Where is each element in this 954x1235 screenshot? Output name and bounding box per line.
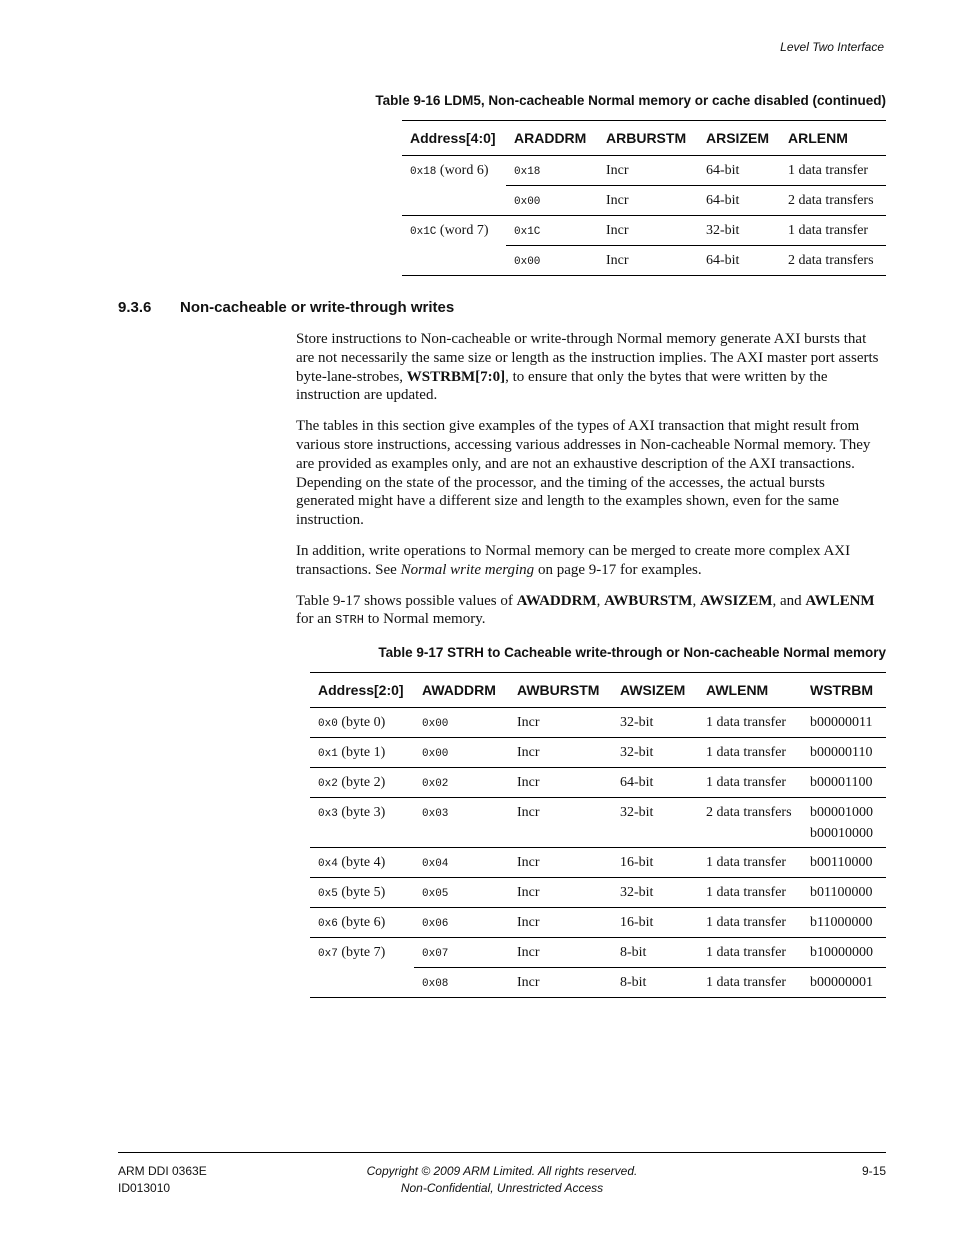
- running-head: Level Two Interface: [780, 40, 884, 54]
- copyright-text: Copyright © 2009 ARM Limited. All rights reserved.: [366, 1164, 638, 1178]
- burst-cell: Incr: [598, 216, 698, 246]
- size-cell: 64-bit: [698, 156, 780, 186]
- section-title: Non-cacheable or write-through writes: [180, 299, 455, 316]
- column-header: Address[2:0]: [310, 673, 414, 708]
- strb-cell: b00000011: [802, 708, 886, 738]
- table-row: [310, 708, 886, 738]
- strb-cell: b10000000: [802, 938, 886, 968]
- table-row: [402, 246, 886, 276]
- column-header: ARADDRM: [506, 121, 598, 156]
- document-number: ARM DDI 0363E: [118, 1164, 207, 1178]
- table-row: [310, 938, 886, 968]
- addrm-cell: 0x18: [506, 156, 598, 186]
- size-cell: 64-bit: [612, 768, 698, 798]
- table-row: [310, 768, 886, 798]
- table-row: [402, 186, 886, 216]
- addrm-cell: 0x1C: [506, 216, 598, 246]
- size-cell: 64-bit: [698, 186, 780, 216]
- burst-cell: Incr: [598, 246, 698, 276]
- address-cell: [310, 968, 414, 998]
- size-cell: 16-bit: [612, 848, 698, 878]
- table-9-16: [402, 120, 886, 276]
- burst-cell: Incr: [509, 768, 612, 798]
- address-cell: 0x2 (byte 2): [310, 768, 414, 798]
- strb-cell: b00001100: [802, 768, 886, 798]
- address-cell: 0x7 (byte 7): [318, 945, 386, 960]
- len-cell: 1 data transfer: [698, 938, 802, 968]
- burst-cell: Incr: [509, 848, 612, 878]
- len-cell: 1 data transfer: [780, 156, 886, 186]
- addrm-cell: 0x05: [414, 878, 509, 908]
- size-cell: 8-bit: [612, 968, 698, 998]
- burst-cell: Incr: [509, 878, 612, 908]
- column-header: ARBURSTM: [598, 121, 698, 156]
- document-id: ID013010: [118, 1181, 171, 1195]
- table-row: [310, 908, 886, 938]
- table-row: [402, 216, 886, 246]
- len-cell: 2 data transfers: [780, 186, 886, 216]
- table-9-16-caption: Table 9-16 LDM5, Non-cacheable Normal memory or cache disabled (continued): [375, 93, 886, 108]
- paragraph: Store instructions to Non-cacheable or write-through Normal memory generate AXI bursts that are not necessarily the same size or length as the instruction implies. The AXI master port asserts byte-lane-strobes, WSTRBM[7:0], to ensure that only the bytes that were written by the instruction are updated.: [296, 331, 879, 404]
- addrm-cell: 0x00: [506, 246, 598, 276]
- burst-cell: Incr: [598, 156, 698, 186]
- size-cell: 32-bit: [612, 798, 698, 848]
- strb-cell: b00110000: [802, 848, 886, 878]
- address-cell: 0x3 (byte 3): [310, 798, 414, 848]
- table-row: [310, 878, 886, 908]
- section-number: 9.3.6: [118, 299, 152, 316]
- column-header: AWBURSTM: [509, 673, 612, 708]
- column-header: ARSIZEM: [698, 121, 780, 156]
- burst-cell: Incr: [509, 968, 612, 998]
- body-text: [296, 330, 886, 642]
- burst-cell: Incr: [509, 798, 612, 848]
- table-row: [310, 738, 886, 768]
- address-cell: 0x6 (byte 6): [310, 908, 414, 938]
- strb-cell: b00000110: [802, 738, 886, 768]
- addrm-cell: 0x04: [414, 848, 509, 878]
- address-cell: 0x1C (word 7): [410, 223, 489, 238]
- footer-copyright: [0, 1163, 954, 1197]
- addrm-cell: 0x08: [414, 968, 509, 998]
- strb-cell: b11000000: [802, 908, 886, 938]
- paragraph: Table 9-17 shows possible values of AWADDRM, AWBURSTM, AWSIZEM, and AWLENM for an STRH to Normal memory.: [296, 592, 875, 628]
- size-cell: 16-bit: [612, 908, 698, 938]
- size-cell: 8-bit: [612, 938, 698, 968]
- strb-cell: b00000001: [802, 968, 886, 998]
- strb-value: b00001000: [810, 805, 873, 820]
- address-cell: 0x18 (word 6): [410, 163, 489, 178]
- len-cell: 1 data transfer: [698, 848, 802, 878]
- table-9-17-caption: Table 9-17 STRH to Cacheable write-through or Non-cacheable Normal memory: [378, 645, 886, 660]
- footer-divider: [118, 1152, 886, 1153]
- cross-reference-link[interactable]: Normal write merging: [400, 561, 535, 578]
- burst-cell: Incr: [598, 186, 698, 216]
- len-cell: 2 data transfers: [698, 798, 802, 848]
- signal-name: WSTRBM[7:0]: [406, 368, 506, 385]
- addrm-cell: 0x02: [414, 768, 509, 798]
- paragraph: The tables in this section give examples of the types of AXI transaction that might result from various store instructions, accessing various addresses in Non-cacheable Normal memory. They are provided as examples only, and are not an exhaustive description of the AXI transactions. Depending on the state of the processor, and the timing of the accesses, the actual bursts generated might have a different size and length to the examples shown, even for the same instruction.: [296, 418, 871, 529]
- page-number: 9-15: [861, 1164, 886, 1178]
- strb-cell: b01100000: [802, 878, 886, 908]
- addrm-cell: 0x06: [414, 908, 509, 938]
- column-header: AWSIZEM: [612, 673, 698, 708]
- address-cell: [402, 246, 506, 276]
- paragraph: In addition, write operations to Normal memory can be merged to create more complex AXI transactions. See Normal write merging on page 9-17 for examples.: [296, 542, 851, 578]
- size-cell: 64-bit: [698, 246, 780, 276]
- burst-cell: Incr: [509, 738, 612, 768]
- column-header: AWLENM: [698, 673, 802, 708]
- column-header: AWADDRM: [414, 673, 509, 708]
- len-cell: 1 data transfer: [698, 878, 802, 908]
- addrm-cell: 0x00: [414, 738, 509, 768]
- burst-cell: Incr: [509, 938, 612, 968]
- address-cell: 0x5 (byte 5): [310, 878, 414, 908]
- address-cell: 0x0 (byte 0): [310, 708, 414, 738]
- table-row: [310, 798, 886, 848]
- addrm-cell: 0x00: [506, 186, 598, 216]
- burst-cell: Incr: [509, 708, 612, 738]
- len-cell: 1 data transfer: [698, 708, 802, 738]
- len-cell: 2 data transfers: [780, 246, 886, 276]
- column-header: WSTRBM: [802, 673, 886, 708]
- len-cell: 1 data transfer: [698, 968, 802, 998]
- addrm-cell: 0x07: [414, 938, 509, 968]
- access-text: Non-Confidential, Unrestricted Access: [400, 1181, 604, 1195]
- size-cell: 32-bit: [612, 708, 698, 738]
- burst-cell: Incr: [509, 908, 612, 938]
- address-cell: 0x4 (byte 4): [310, 848, 414, 878]
- size-cell: 32-bit: [612, 878, 698, 908]
- table-9-17: [310, 672, 886, 998]
- table-row: [310, 848, 886, 878]
- address-cell: 0x1 (byte 1): [310, 738, 414, 768]
- section-heading: [118, 299, 454, 316]
- table-row: [402, 156, 886, 186]
- addrm-cell: 0x00: [414, 708, 509, 738]
- strb-value: b00010000: [810, 826, 873, 841]
- len-cell: 1 data transfer: [698, 908, 802, 938]
- strb-cell: [802, 798, 886, 848]
- table-row: [310, 968, 886, 998]
- address-cell: [402, 186, 506, 216]
- size-cell: 32-bit: [698, 216, 780, 246]
- size-cell: 32-bit: [612, 738, 698, 768]
- len-cell: 1 data transfer: [698, 738, 802, 768]
- len-cell: 1 data transfer: [698, 768, 802, 798]
- addrm-cell: 0x03: [414, 798, 509, 848]
- len-cell: 1 data transfer: [780, 216, 886, 246]
- column-header: Address[4:0]: [402, 121, 506, 156]
- column-header: ARLENM: [780, 121, 886, 156]
